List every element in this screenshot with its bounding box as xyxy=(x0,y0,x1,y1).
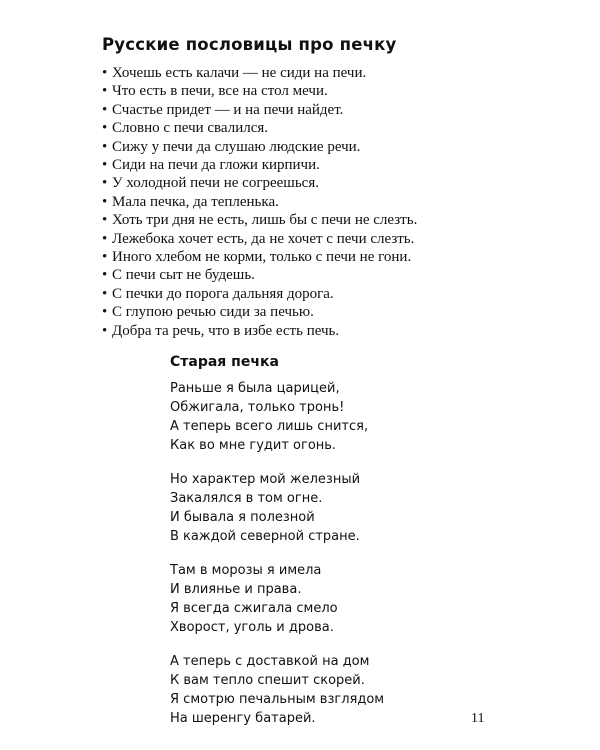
proverb-item: • Сижу у печи да слушаю людские речи. xyxy=(102,138,417,156)
poem-line: Я смотрю печальным взглядом xyxy=(170,692,385,707)
poem-line: Там в морозы я имела xyxy=(170,563,322,578)
proverb-item: • У холодной печи не согреешься. xyxy=(102,174,417,192)
poem-stanza xyxy=(170,379,490,455)
proverb-item: • С печи сыт не будешь. xyxy=(102,266,417,284)
poem-title: Старая печка xyxy=(170,354,279,370)
poem-stanza xyxy=(170,561,490,637)
poem-line: В каждой северной стране. xyxy=(170,529,360,544)
poem-line: Обжигала, только тронь! xyxy=(170,400,345,415)
poem xyxy=(170,352,490,743)
proverb-item: • Хоть три дня не есть, лишь бы с печи не слезть. xyxy=(102,211,417,229)
proverb-item: • Хочешь есть калачи — не сиди на печи. xyxy=(102,64,417,82)
poem-stanza xyxy=(170,470,490,546)
proverb-item: • Добра та речь, что в избе есть печь. xyxy=(102,322,417,340)
page-number: 11 xyxy=(471,711,485,726)
poem-line: На шеренгу батарей. xyxy=(170,711,316,726)
proverb-list xyxy=(102,64,417,340)
proverb-item: • Сиди на печи да гложи кирпичи. xyxy=(102,156,417,174)
poem-line: И бывала я полезной xyxy=(170,510,315,525)
poem-line: Но характер мой железный xyxy=(170,472,361,487)
poem-line: И влиянье и права. xyxy=(170,582,302,597)
proverb-item: • С печки до порога дальняя дорога. xyxy=(102,285,417,303)
poem-line: Я всегда сжигала смело xyxy=(170,601,338,616)
proverb-item: • Словно с печи свалился. xyxy=(102,119,417,137)
poem-line: А теперь с доставкой на дом xyxy=(170,654,370,669)
proverb-item: • Счастье придет — и на печи найдет. xyxy=(102,101,417,119)
section-heading: Русские пословицы про печку xyxy=(102,35,397,54)
poem-line: Раньше я была царицей, xyxy=(170,381,340,396)
poem-stanza xyxy=(170,652,490,728)
proverb-item: • С глупою речью сиди за печью. xyxy=(102,303,417,321)
proverb-item: • Что есть в печи, все на стол мечи. xyxy=(102,82,417,100)
poem-line: Закалялся в том огне. xyxy=(170,491,323,506)
poem-line: Как во мне гудит огонь. xyxy=(170,438,337,453)
proverb-item: • Мала печка, да тепленька. xyxy=(102,193,417,211)
poem-line: Хворост, уголь и дрова. xyxy=(170,620,334,635)
poem-line: А теперь всего лишь снится, xyxy=(170,419,369,434)
poem-line: К вам тепло спешит скорей. xyxy=(170,673,365,688)
proverb-item: • Иного хлебом не корми, только с печи не гони. xyxy=(102,248,417,266)
proverb-item: • Лежебока хочет есть, да не хочет с печи слезть. xyxy=(102,230,417,248)
